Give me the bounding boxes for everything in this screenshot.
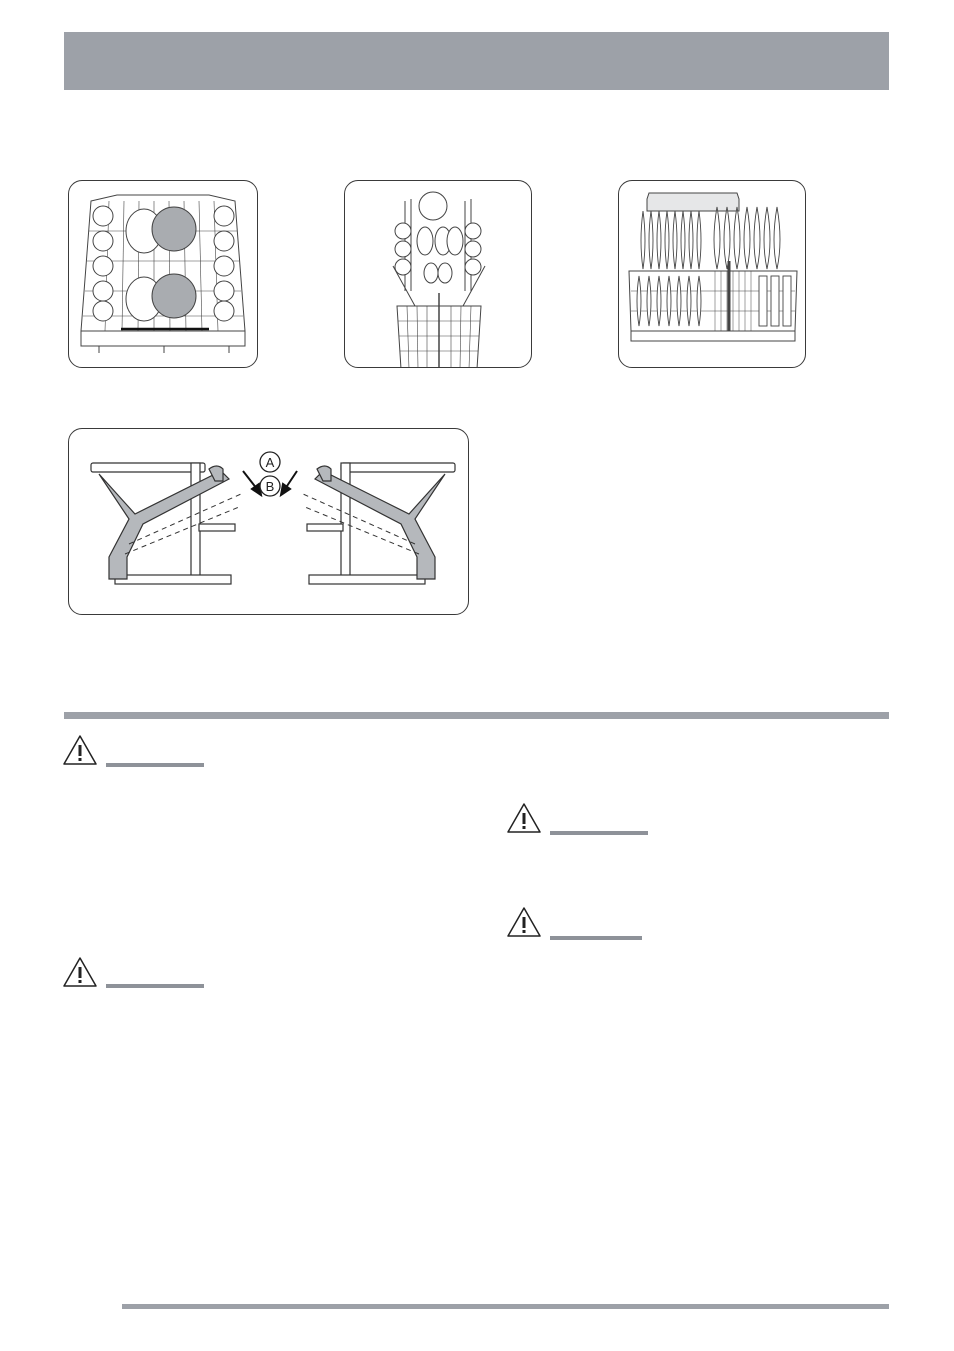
figure-cutlery-basket [344, 180, 532, 368]
warning-block-1 [62, 734, 207, 770]
label-a [260, 452, 280, 472]
figure-upper-basket [68, 180, 258, 368]
footer-rule [122, 1304, 889, 1309]
warning-heading-rule [550, 936, 642, 940]
warning-icon [506, 802, 542, 834]
label-a-text: A [265, 455, 275, 470]
warning-heading-rule [106, 763, 204, 767]
warning-block-4 [506, 906, 651, 942]
warning-block-3 [506, 802, 651, 838]
label-b-text: B [265, 479, 275, 494]
page-header-bar [64, 32, 889, 90]
warning-heading-rule [550, 831, 648, 835]
warning-heading-rule [106, 984, 204, 988]
rack-detail-illustration [69, 429, 469, 615]
warning-icon [506, 906, 542, 938]
lower-basket-illustration [619, 181, 806, 368]
warning-icon [62, 956, 98, 988]
warning-block-2 [62, 956, 207, 992]
warning-icon [62, 734, 98, 766]
section-divider [64, 712, 889, 719]
upper-basket-illustration [69, 181, 258, 368]
label-b [260, 476, 280, 496]
figure-rack-detail [68, 428, 469, 615]
figure-lower-basket [618, 180, 806, 368]
cutlery-basket-illustration [345, 181, 532, 368]
